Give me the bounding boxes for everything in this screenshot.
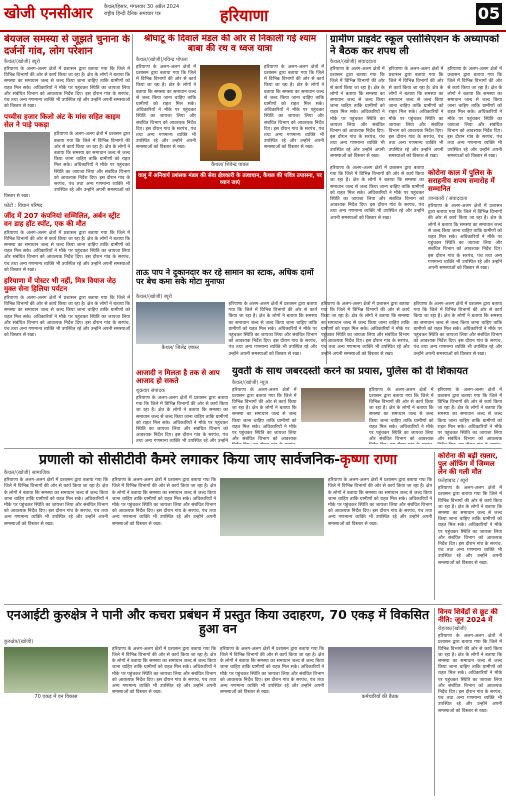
forest-photo <box>4 647 108 693</box>
article-shop-stock <box>136 292 502 364</box>
masthead <box>0 0 506 32</box>
byline: कैथल/(खोजी) ब्यूरो <box>136 294 172 300</box>
headline-text: प्रणाली को सीसीटीवी कैमरे लगाकर किया जाए सार्वजनिक- <box>38 452 341 468</box>
article-shyam-baba-yatra <box>136 34 324 264</box>
shop-photo <box>136 302 225 344</box>
deity-photo <box>200 65 260 161</box>
article-headline: युवती के साथ जबरदस्ती करने का प्रयास, पुलिस को दी शिकायत <box>232 366 468 377</box>
byline: कैथल/(खोजी) सामाजिक <box>4 470 50 477</box>
article-body: हरियाणा के अलग-अलग क्षेत्रों में प्रशासन द्वारा बताया गया कि जिले में विभिन्न विभागों की ओर से कार्य किया जा रहा है। क्षेत्र के लोगों ने बताया कि समस्या का समाधान जल्द से जल्द किया जाना चाहिए ताकि ग्रामीणों को राहत मिल सके। अधिकारियों ने मौके पर पहुंचकर स्थिति का जायजा लिया और संबंधित विभाग को आवश्यक निर्देश दिए। इस दौरान गांव के सरपंच, पंच तथा अन्य गणमान्य व्यक्ति भी उपस्थित रहे और उन्होंने अपनी समस्याओं को विस्तार से रखा। <box>4 296 130 339</box>
newspaper-logo: खोजी एनसीआर <box>4 4 93 22</box>
article-columns: हरियाणा के अलग-अलग क्षेत्रों में प्रशासन द्वारा बताया गया कि जिले में विभिन्न विभागों की ओर से कार्य किया जा रहा है। क्षेत्र के लोगों ने बताया कि समस्या का समाधान जल्द से जल्द किया जाना चाहिए ताकि ग्रामीणों को राहत मिल सके। अधिकारियों ने मौके पर पहुंचकर स्थिति का जायजा लिया और संबंधित विभाग को आवश्यक निर्देश दिए। इस दौरान गांव के सरपंच, पंच तथा अन्य गणमान्य व्यक्ति भी उपस्थित रहे और उन्होंने अपनी समस्याओं को विस्तार से रखा। कैथल/ शिवेन्द्र पायल हरियाणा के अलग-अलग क्षेत्रों में प्रशासन द्वारा बताया गया कि जिले में विभिन्न विभागों की ओर से कार्य किया जा रहा है। क्षेत्र के लोगों ने बताया कि समस्या का समाधान जल्द से जल्द किया जाना चाहिए ताकि ग्रामीणों को राहत मिल सके। अधिकारियों ने मौके पर पहुंचकर स्थिति का जायजा लिया और संबंधित विभाग को आवश्यक निर्देश दिए। इस दौरान गांव के सरपंच, पंच तथा अन्य गणमान्य व्यक्ति भी उपस्थित रहे और उन्होंने अपनी समस्याओं को विस्तार से रखा। <box>136 64 324 168</box>
article-headline: ग्रामीण प्राइवेट स्कूल एसोसिएशन के अध्यापकों ने बैठक कर शपथ ली <box>330 34 500 57</box>
column-divider <box>434 608 435 796</box>
article-headline: एनआईटी कुरुक्षेत्र ने पानी और कचरा प्रबंधन में प्रस्तुत किया उदाहरण, 70 एकड़ में विकसित हुआ वन <box>6 608 430 637</box>
article-headline: विनय शिवेंद्रों से छूट की नीति: जून 2024 में <box>438 608 498 625</box>
photo-caption: कैथल/ जिलेंद्र ज़ाफ़र <box>161 345 199 351</box>
byline: कैथल/(खोजी)/रविन्द्र पोपला <box>136 56 188 63</box>
article-columns: 70 एकड़ में वन विकास हरियाणा के अलग-अलग क्षेत्रों में प्रशासन द्वारा बताया गया कि जिले में विभिन्न विभागों की ओर से कार्य किया जा रहा है। क्षेत्र के लोगों ने बताया कि समस्या का समाधान जल्द से जल्द किया जाना चाहिए ताकि ग्रामीणों को राहत मिल सके। अधिकारियों ने मौके पर पहुंचकर स्थिति का जायजा लिया और संबंधित विभाग को आवश्यक निर्देश दिए। इस दौरान गांव के सरपंच, पंच तथा अन्य गणमान्य व्यक्ति भी उपस्थित रहे और उन्होंने अपनी समस्याओं को विस्तार से रखा। हरियाणा के अलग-अलग क्षेत्रों में प्रशासन द्वारा बताया गया कि जिले में विभिन्न विभागों की ओर से कार्य किया जा रहा है। क्षेत्र के लोगों ने बताया कि समस्या का समाधान जल्द से जल्द किया जाना चाहिए ताकि ग्रामीणों को राहत मिल सके। अधिकारियों ने मौके पर पहुंचकर स्थिति का जायजा लिया और संबंधित विभाग को आवश्यक निर्देश दिए। इस दौरान गांव के सरपंच, पंच तथा अन्य गणमान्य व्यक्ति भी उपस्थित रहे और उन्होंने अपनी समस्याओं को विस्तार से रखा। कर्मचारियों की बैठक <box>4 647 432 700</box>
article-headline: श्रीघाटू के दिवाले मंडल की ओर से निकाली गई श्याम बाबा की रथ व ध्वज यात्रा <box>143 34 317 55</box>
section-divider <box>4 448 502 449</box>
byline: जानकारी / संवाददाता <box>428 196 468 203</box>
article-headline: ताऊ पाप ने दुकानदार कर रहे सामान का स्टाक, अधिक दामों पर बेच कमा सके मोटा मुनाफा <box>136 268 314 287</box>
deity-illustration <box>200 65 260 161</box>
photo-caption: फोटो : विधान परिषद <box>4 202 43 209</box>
photo-caption: कैथल/ शिवेन्द्र पायल <box>211 161 249 168</box>
portrait-photo <box>4 132 50 186</box>
article-nit-kurukshetra <box>4 608 432 796</box>
article-body: हरियाणा के अलग-अलग क्षेत्रों में प्रशासन द्वारा बताया गया कि जिले में विभिन्न विभागों की ओर से कार्य किया जा रहा है। क्षेत्र के लोगों ने बताया कि समस्या का समाधान जल्द से जल्द किया जाना चाहिए ताकि ग्रामीणों को राहत मिल सके। अधिकारियों ने मौके पर पहुंचकर स्थिति का जायजा लिया और संबंधित विभाग को आवश्यक निर्देश दिए। इस दौरान गांव के सरपंच, पंच तथा अन्य गणमान्य व्यक्ति भी उपस्थित रहे और उन्होंने अपनी समस्याओं को विस्तार से रखा। <box>4 132 130 200</box>
article-body: हरियाणा के अलग-अलग क्षेत्रों में प्रशासन द्वारा बताया गया कि जिले में विभिन्न विभागों की ओर से कार्य किया जा रहा है। क्षेत्र के लोगों ने बताया कि समस्या का समाधान जल्द से जल्द किया जाना चाहिए ताकि ग्रामीणों को राहत मिल सके। अधिकारियों ने मौके पर पहुंचकर स्थिति का जायजा लिया और संबंधित विभाग को आवश्यक निर्देश दिए। इस दौरान गांव के सरपंच, पंच तथा अन्य गणमान्य व्यक्ति भी उपस्थित रहे और उन्होंने अपनी समस्याओं को विस्तार से रखा। <box>4 230 130 273</box>
byline: फ़तेहाबाद / ब्यूरो <box>438 478 469 485</box>
subheading: पच्चीस हजार किलो अंट के मांस सहित काइम सेल ने पाड़े पकड़ा <box>4 113 121 130</box>
column-divider <box>132 34 133 444</box>
section-divider <box>4 604 502 605</box>
byline: रोहतक/(खोजी) <box>438 626 467 633</box>
article-freedom-note: आजादी न मिलता है तक से आप आजाद हो सकते शुक्रवार संपादक हरियाणा के अलग-अलग क्षेत्रों में प्रशासन द्वारा बताया गया कि जिले में विभिन्न विभागों की ओर से कार्य किया जा रहा है। क्षेत्र के लोगों ने बताया कि समस्या का समाधान जल्द से जल्द किया जाना चाहिए ताकि ग्रामीणों को राहत मिल सके। अधिकारियों ने मौके पर पहुंचकर स्थिति का जायजा लिया और संबंधित विभाग को आवश्यक निर्देश दिए। इस दौरान गांव के सरपंच, पंच तथा अन्य गणमान्य व्यक्ति भी उपस्थित रहे और उन्होंने <box>136 369 228 444</box>
article-shop-stock-headline <box>136 268 324 290</box>
byline: कैथल/(खोजी) संवाददाता <box>330 59 377 65</box>
byline: कैथल/(खोजी) ब्यूरो <box>4 59 40 65</box>
column-divider <box>434 452 435 600</box>
article-corona: कोरोना की बढ़ी रफ़्तार, पुल ऑफिंग में जिम्मल लेन की गली मौत फ़तेहाबाद / ब्यूरो हरियाणा के अलग-अलग क्षेत्रों में प्रशासन द्वारा बताया गया कि जिले में विभिन्न विभागों की ओर से कार्य किया जा रहा है। क्षेत्र के लोगों ने बताया कि समस्या का समाधान जल्द से जल्द किया जाना चाहिए ताकि ग्रामीणों को राहत मिल सके। अधिकारियों ने मौके पर पहुंचकर स्थिति का जायजा लिया और संबंधित विभाग को आवश्यक निर्देश दिए। इस दौरान गांव के सरपंच, पंच तथा अन्य गणमान्य व्यक्ति भी उपस्थित रहे और उन्होंने अपनी समस्याओं को विस्तार से रखा। <box>438 452 502 566</box>
article-headline <box>4 452 432 468</box>
meeting-photo <box>301 388 366 422</box>
subheading: कोरोना काल में पुलिस के सराहनीय शपथ समारोह में सम्मानित <box>428 169 495 194</box>
article-complaint <box>232 366 502 444</box>
byline: शुक्रवार संपादक <box>136 388 165 394</box>
subheading: आजादी न मिलता है तक से आप आजाद हो सकते <box>136 369 220 385</box>
subheading: जींद में 207 कंपनियां सम्मिलित, अर्बन स्ट्रीट वन डाह हॉट स्पॉट, एक की मौत <box>4 211 120 228</box>
article-policy: विनय शिवेंद्रों से छूट की नीति: जून 2024 में रोहतक/(खोजी) हरियाणा के अलग-अलग क्षेत्रों में प्रशासन द्वारा बताया गया कि जिले में विभिन्न विभागों की ओर से कार्य किया जा रहा है। क्षेत्र के लोगों ने बताया कि समस्या का समाधान जल्द से जल्द किया जाना चाहिए ताकि ग्रामीणों को राहत मिल सके। अधिकारियों ने मौके पर पहुंचकर स्थिति का जायजा लिया और संबंधित विभाग को आवश्यक निर्देश दिए। इस दौरान गांव के सरपंच, पंच तथा अन्य गणमान्य व्यक्ति भी उपस्थित रहे और उन्होंने अपनी समस्याओं को विस्तार से रखा। <box>438 608 502 714</box>
headline-person-name: कृष्णा राणा <box>340 452 397 468</box>
article-cctv <box>4 452 432 600</box>
byline: कुरुक्षेत्र/(खोजी) <box>4 638 34 645</box>
article-school-association: ग्रामीण प्राइवेट स्कूल एसोसिएशन के अध्यापकों ने बैठक कर शपथ ली कैथल/(खोजी) संवाददाता हरियाणा के अलग-अलग क्षेत्रों में प्रशासन द्वारा बताया गया कि जिले में विभिन्न विभागों की ओर से कार्य किया जा रहा है। क्षेत्र के लोगों ने बताया कि समस्या का समाधान जल्द से जल्द किया जाना चाहिए ताकि ग्रामीणों को राहत मिल सके। अधिकारियों ने मौके पर पहुंचकर स्थिति का जायजा लिया और संबंधित विभाग को आवश्यक निर्देश दिए। इस दौरान गांव के सरपंच, पंच तथा अन्य गणमान्य व्यक्ति भी उपस्थित रहे और उन्होंने अपनी समस्याओं को विस्तार से रखा। हरियाणा के अलग-अलग क्षेत्रों में प्रशासन द्वारा बताया गया कि जिले में विभिन्न विभागों की ओर से कार्य किया जा रहा है। क्षेत्र के लोगों ने बताया कि समस्या का समाधान जल्द से जल्द किया जाना चाहिए ताकि ग्रामीणों को राहत मिल सके। अधिकारियों ने मौके पर पहुंचकर स्थिति का जायजा लिया और संबंधित विभाग को आवश्यक निर्देश दिए। इस दौरान गांव के सरपंच, पंच तथा अन्य गणमान्य व्यक्ति भी उपस्थित रहे और उन्होंने अपनी समस्याओं को विस्तार से रखा। हरियाणा के अलग-अलग क्षेत्रों में प्रशासन द्वारा बताया गया कि जिले में विभिन्न विभागों की ओर से कार्य किया जा रहा है। क्षेत्र के लोगों ने बताया कि समस्या का समाधान जल्द से जल्द किया जाना चाहिए ताकि ग्रामीणों को राहत मिल सके। अधिकारियों ने मौके पर पहुंचकर स्थिति का जायजा लिया और संबंधित विभाग को आवश्यक निर्देश दिए। इस दौरान गांव के सरपंच, पंच तथा अन्य गणमान्य व्यक्ति भी उपस्थित रहे और उन्होंने अपनी समस्याओं को विस्तार से रखा। हरियाणा के अलग-अलग क्षेत्रों में प्रशासन द्वारा बताया गया कि जिले में विभिन्न विभागों की ओर से कार्य किया जा रहा है। क्षेत्र के लोगों ने बताया कि समस्या का समाधान जल्द से जल्द किया जाना चाहिए ताकि ग्रामीणों को राहत मिल सके। अधिकारियों ने मौके पर पहुंचकर स्थिति का जायजा लिया और संबंधित विभाग को आवश्यक निर्देश दिए। इस दौरान गांव के सरपंच, पंच तथा अन्य गणमान्य व्यक्ति भी उपस्थित रहे और उन्होंने अपनी समस्याओं को विस्तार से रखा। कोरोना काल में पुलिस के सराहनीय शपथ समारोह में सम्मानित जानकारी / संवाददाता हरियाणा के अलग-अलग क्षेत्रों में प्रशासन द्वारा बताया गया कि जिले में विभिन्न विभागों की ओर से कार्य किया जा रहा है। क्षेत्र के लोगों ने बताया कि समस्या का समाधान जल्द से जल्द किया जाना चाहिए ताकि ग्रामीणों को राहत मिल सके। अधिकारियों ने मौके पर पहुंचकर स्थिति का जायजा लिया और संबंधित विभाग को आवश्यक निर्देश दिए। इस दौरान गांव के सरपंच, पंच तथा अन्य गणमान्य व्यक्ति भी उपस्थित रहे और उन्होंने अपनी समस्याओं को विस्तार से रखा। <box>330 34 502 272</box>
article-headline: बेयजल समस्या से जूझते चुनाना के दर्जनों गांव, लोग परेशान <box>4 34 130 57</box>
article-headline: कोरोना की बढ़ी रफ़्तार, पुल ऑफिंग में जिम्मल लेन की गली मौत <box>438 452 498 477</box>
photo-caption: कर्मचारियों की बैठक <box>361 693 399 700</box>
photo-caption: 70 एकड़ में वन विकास <box>34 693 78 700</box>
event-banner: वालू में अनिवार्य प्रशंसक मंडल की सेवा क्षेत्रकारी के तत्वाधान, कैथल की पवित्र उपासना, पर ध्यान जाएं <box>136 171 324 189</box>
article-columns: कैथल/ जिलेंद्र ज़ाफ़र हरियाणा के अलग-अलग क्षेत्रों में प्रशासन द्वारा बताया गया कि जिले में विभिन्न विभागों की ओर से कार्य किया जा रहा है। क्षेत्र के लोगों ने बताया कि समस्या का समाधान जल्द से जल्द किया जाना चाहिए ताकि ग्रामीणों को राहत मिल सके। अधिकारियों ने मौके पर पहुंचकर स्थिति का जायजा लिया और संबंधित विभाग को आवश्यक निर्देश दिए। इस दौरान गांव के सरपंच, पंच तथा अन्य गणमान्य व्यक्ति भी उपस्थित रहे और उन्होंने अपनी समस्याओं को विस्तार से रखा। हरियाणा के अलग-अलग क्षेत्रों में प्रशासन द्वारा बताया गया कि जिले में विभिन्न विभागों की ओर से कार्य किया जा रहा है। क्षेत्र के लोगों ने बताया कि समस्या का समाधान जल्द से जल्द किया जाना चाहिए ताकि ग्रामीणों को राहत मिल सके। अधिकारियों ने मौके पर पहुंचकर स्थिति का जायजा लिया और संबंधित विभाग को आवश्यक निर्देश दिए। इस दौरान गांव के सरपंच, पंच तथा अन्य गणमान्य व्यक्ति भी उपस्थित रहे और उन्होंने अपनी समस्याओं को विस्तार से रखा। हरियाणा के अलग-अलग क्षेत्रों में प्रशासन द्वारा बताया गया कि जिले में विभिन्न विभागों की ओर से कार्य किया जा रहा है। क्षेत्र के लोगों ने बताया कि समस्या का समाधान जल्द से जल्द किया जाना चाहिए ताकि ग्रामीणों को राहत मिल सके। अधिकारियों ने मौके पर पहुंचकर स्थिति का जायजा लिया और संबंधित विभाग को आवश्यक निर्देश दिए। इस दौरान गांव के सरपंच, पंच तथा अन्य गणमान्य व्यक्ति भी उपस्थित रहे और उन्होंने अपनी समस्याओं को विस्तार से रखा। <box>136 302 502 360</box>
section-title: हरियाणा <box>220 6 269 25</box>
article-water-crisis <box>4 34 130 449</box>
byline: कैथल/(खोजी) न्यूज़ <box>232 379 269 386</box>
article-columns: हरियाणा के अलग-अलग क्षेत्रों में प्रशासन द्वारा बताया गया कि जिले में विभिन्न विभागों की ओर से कार्य किया जा रहा है। क्षेत्र के लोगों ने बताया कि समस्या का समाधान जल्द से जल्द किया जाना चाहिए ताकि ग्रामीणों को राहत मिल सके। अधिकारियों ने मौके पर पहुंचकर स्थिति का जायजा लिया और संबंधित विभाग को आवश्यक निर्देश दिए। इस दौरान गांव के सरपंच, पंच तथा अन्य गणमान्य व्यक्ति भी उपस्थित रहे और उन्होंने अपनी समस्याओं को विस्तार से रखा। हरियाणा के अलग-अलग क्षेत्रों में प्रशासन द्वारा बताया गया कि जिले में विभिन्न विभागों की ओर से कार्य किया जा रहा है। क्षेत्र के लोगों ने बताया कि समस्या का समाधान जल्द से जल्द किया जाना चाहिए ताकि ग्रामीणों को राहत मिल सके। अधिकारियों ने मौके पर पहुंचकर स्थिति का जायजा लिया और संबंधित विभाग को आवश्यक निर्देश दिए। इस दौरान गांव के सरपंच, पंच तथा अन्य गणमान्य व्यक्ति भी उपस्थित रहे और उन्होंने अपनी समस्याओं को विस्तार से रखा। हरियाणा के अलग-अलग क्षेत्रों में प्रशासन द्वारा बताया गया कि जिले में विभिन्न विभागों की ओर से कार्य किया जा रहा है। क्षेत्र के लोगों ने बताया कि समस्या का समाधान जल्द से जल्द किया जाना चाहिए ताकि ग्रामीणों को राहत मिल सके। अधिकारियों ने मौके पर पहुंचकर स्थिति का जायजा लिया और संबंधित विभाग को आवश्यक निर्देश दिए। इस दौरान गांव के सरपंच, पंच तथा अन्य गणमान्य व्यक्ति भी उपस्थित रहे और उन्होंने अपनी समस्याओं को विस्तार से रखा। <box>330 67 502 159</box>
article-columns: हरियाणा के अलग-अलग क्षेत्रों में प्रशासन द्वारा बताया गया कि जिले में विभिन्न विभागों की ओर से कार्य किया जा रहा है। क्षेत्र के लोगों ने बताया कि समस्या का समाधान जल्द से जल्द किया जाना चाहिए ताकि ग्रामीणों को राहत मिल सके। अधिकारियों ने मौके पर पहुंचकर स्थिति का जायजा लिया और संबंधित विभाग को आवश्यक निर्देश दिए। इस दौरान गांव के सरपंच, पंच तथा अन्य गणमान्य व्यक्ति भी उपस्थित रहे और उन्होंने अपनी समस्याओं को विस्तार से रखा। हरियाणा के अलग-अलग क्षेत्रों में प्रशासन द्वारा बताया गया कि जिले में विभिन्न विभागों की ओर से कार्य किया जा रहा है। क्षेत्र के लोगों ने बताया कि समस्या का समाधान जल्द से जल्द किया जाना चाहिए ताकि ग्रामीणों को राहत मिल सके। अधिकारियों ने मौके पर पहुंचकर स्थिति का जायजा लिया और संबंधित विभाग को आवश्यक निर्देश दिए। इस दौरान गांव के सरपंच, पंच तथा अन्य गणमान्य व्यक्ति भी उपस्थित रहे और उन्होंने अपनी समस्याओं को विस्तार से रखा। हरियाणा के अलग-अलग क्षेत्रों में प्रशासन द्वारा बताया गया कि जिले में विभिन्न विभागों की ओर से कार्य किया जा रहा है। क्षेत्र के लोगों ने बताया कि समस्या का समाधान जल्द से जल्द किया जाना चाहिए ताकि ग्रामीणों को राहत मिल सके। अधिकारियों ने मौके पर पहुंचकर स्थिति का जायजा लिया और संबंधित विभाग को आवश्यक निर्देश दिए। इस दौरान गांव के सरपंच, पंच तथा अन्य गणमान्य व्यक्ति भी उपस्थित रहे और उन्होंने अपनी समस्याओं को विस्तार से रखा। <box>4 478 432 536</box>
hall-photo <box>220 478 324 536</box>
edition-meta <box>104 4 224 18</box>
edition-date: कैथल/हिसार, मंगलवार 30 अप्रैल 2024 <box>104 4 180 10</box>
subheading: हरियाणा में पोस्टर भी नहीं, मित्र वियाज जेठ़ मुक्त सेना हिलिया पर्यटन <box>4 277 116 294</box>
group-photo <box>328 647 432 693</box>
article-columns: हरियाणा के अलग-अलग क्षेत्रों में प्रशासन द्वारा बताया गया कि जिले में विभिन्न विभागों की ओर से कार्य किया जा रहा है। क्षेत्र के लोगों ने बताया कि समस्या का समाधान जल्द से जल्द किया जाना चाहिए ताकि ग्रामीणों को राहत मिल सके। अधिकारियों ने मौके पर पहुंचकर स्थिति का जायजा लिया और संबंधित विभाग को आवश्यक हरियाणा के अलग-अलग क्षेत्रों में प्रशासन द्वारा बताया गया कि जिले में विभिन्न विभागों की ओर से कार्य किया जा रहा है। क्षेत्र के लोगों ने बताया कि समस्या का समाधान जल्द से जल्द किया जाना चाहिए ताकि ग्रामीणों को राहत मिल सके। अधिकारियों ने मौके पर पहुंचकर स्थिति का जायजा लिया और संबंधित विभाग को आवश्यक हरियाणा के अलग-अलग क्षेत्रों में प्रशासन द्वारा बताया गया कि जिले में विभिन्न विभागों की ओर से कार्य किया जा रहा है। क्षेत्र के लोगों ने बताया कि समस्या का समाधान जल्द से जल्द किया जाना चाहिए ताकि ग्रामीणों को राहत मिल सके। अधिकारियों ने मौके पर पहुंचकर स्थिति का जायजा लिया और संबंधित विभाग को आवश्यक <box>232 387 502 443</box>
edition-tagline: राष्ट्रीय हिन्दी दैनिक समाचार पत्र <box>104 11 161 17</box>
page-number: 05 <box>477 4 501 23</box>
article-body: हरियाणा के अलग-अलग क्षेत्रों में प्रशासन द्वारा बताया गया कि जिले में विभिन्न विभागों की ओर से कार्य किया जा रहा है। क्षेत्र के लोगों ने बताया कि समस्या का समाधान जल्द से जल्द किया जाना चाहिए ताकि ग्रामीणों को राहत मिल सके। अधिकारियों ने मौके पर पहुंचकर स्थिति का जायजा लिया और संबंधित विभाग को आवश्यक निर्देश दिए। इस दौरान गांव के सरपंच, पंच तथा अन्य गणमान्य व्यक्ति भी उपस्थित रहे और उन्होंने अपनी समस्याओं को विस्तार से रखा। <box>4 67 130 110</box>
